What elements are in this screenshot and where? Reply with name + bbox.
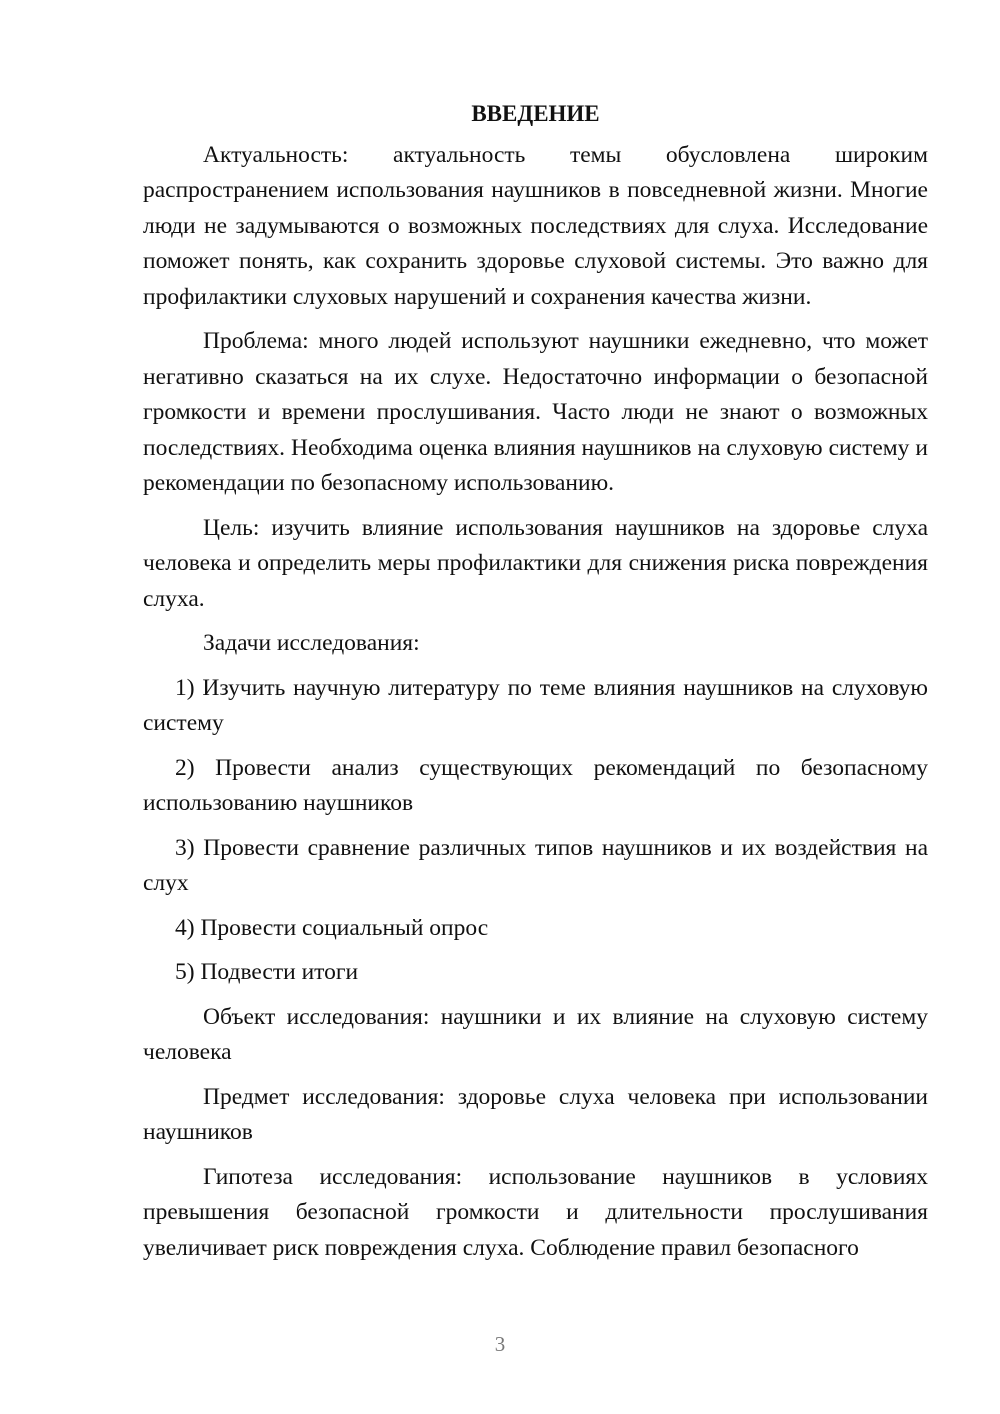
section-heading: ВВЕДЕНИЕ bbox=[471, 101, 600, 126]
subject-paragraph: Предмет исследования: здоровье слуха человека при использовании наушников bbox=[143, 1083, 928, 1145]
goal-paragraph: Цель: изучить влияние использования наушников на здоровье слуха человека и определить меры профилактики для снижения риска повреждения слуха. bbox=[143, 514, 928, 612]
page-number: 3 bbox=[494, 1332, 506, 1356]
document-page bbox=[143, 96, 928, 1266]
task-item: 3) Провести сравнение различных типов наушников и их воздействия на слух bbox=[143, 834, 928, 896]
task-item: 1) Изучить научную литературу по теме влияния наушников на слуховую систему bbox=[143, 674, 928, 736]
task-item: 2) Провести анализ существующих рекомендаций по безопасному использованию наушников bbox=[143, 754, 928, 816]
problem-paragraph: Проблема: много людей используют наушники ежедневно, что может негативно сказаться на их слухе. Недостаточно информации о безопасной громкости и времени прослушивания. Часто люди не знают о возможных последствиях. Необходима оценка влияния наушников на слуховую систему и рекомендации по безопасному использованию. bbox=[143, 328, 928, 496]
task-item: 4) Провести социальный опрос bbox=[175, 914, 489, 941]
object-paragraph: Объект исследования: наушники и их влияние на слуховую систему человека bbox=[143, 1003, 928, 1065]
hypothesis-paragraph: Гипотеза исследования: использование наушников в условиях превышения безопасной громкости и длительности прослушивания увеличивает риск повреждения слуха. Соблюдение правил безопасного bbox=[143, 1163, 928, 1261]
task-item: 5) Подвести итоги bbox=[175, 959, 359, 985]
relevance-paragraph: Актуальность: актуальность темы обусловлена широким распространением использования наушников в повседневной жизни. Многие люди не задумываются о возможных последствиях для слуха. Исследование поможет понять, как сохранить здоровье слуховой системы. Это важно для профилактики слуховых нарушений и сохранения качества жизни. bbox=[143, 141, 928, 310]
tasks-title: Задачи исследования: bbox=[203, 630, 420, 656]
